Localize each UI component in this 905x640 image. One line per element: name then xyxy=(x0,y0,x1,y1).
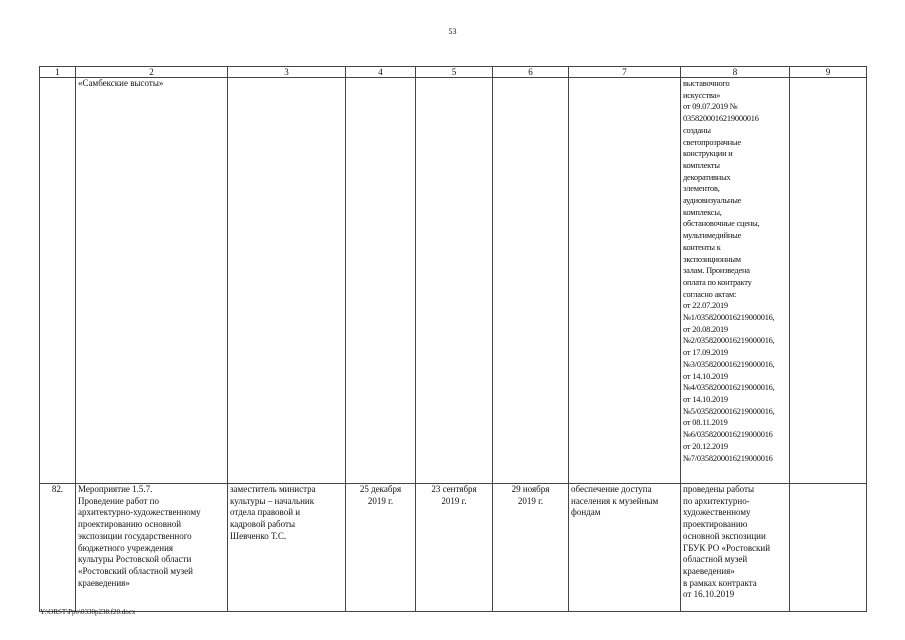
report-table xyxy=(39,66,867,612)
cell-responsible: заместитель министра культуры – начальник отдела правовой и кадровой работы Шевченко Т.С. xyxy=(228,484,346,612)
cell-number: 82. xyxy=(40,484,76,612)
cell-actual-result: проведены работы по архитектурно- художественному проектированию основной экспозиции ГБУК РО «Ростовский областной музей краеведения» в рамках контракта от 16.10.2019 xyxy=(681,484,790,612)
header-cell: 1 xyxy=(40,67,76,78)
table-row xyxy=(40,484,867,612)
cell-start-date: 23 сентября 2019 г. xyxy=(416,484,493,612)
cell-planned-date: 25 декабря 2019 г. xyxy=(346,484,416,612)
cell-event: «Самбекские высоты» xyxy=(76,78,228,484)
header-cell: 7 xyxy=(569,67,681,78)
cell-end-date: 29 ноября 2019 г. xyxy=(493,484,569,612)
header-cell: 9 xyxy=(790,67,867,78)
cell-responsible xyxy=(228,78,346,484)
cell-end-date xyxy=(493,78,569,484)
cell-notes xyxy=(790,78,867,484)
file-path-footer: Y:\ORST\Ppo\0330p238.f20.docx xyxy=(40,608,136,616)
cell-expected-result: обеспечение доступа населения к музейным фондам xyxy=(569,484,681,612)
cell-start-date xyxy=(416,78,493,484)
header-cell: 4 xyxy=(346,67,416,78)
header-row xyxy=(40,67,867,78)
header-cell: 5 xyxy=(416,67,493,78)
header-cell: 8 xyxy=(681,67,790,78)
cell-number xyxy=(40,78,76,484)
header-cell: 6 xyxy=(493,67,569,78)
header-cell: 3 xyxy=(228,67,346,78)
cell-notes xyxy=(790,484,867,612)
cell-planned-date xyxy=(346,78,416,484)
header-cell: 2 xyxy=(76,67,228,78)
page-number: 53 xyxy=(448,27,457,36)
table-row xyxy=(40,78,867,484)
cell-event: Мероприятие 1.5.7. Проведение работ по архитектурно-художественному проектированию основной экспозиции государственного бюджетного учреждения культуры Ростовской области «Ростовский областной музей краеведения» xyxy=(76,484,228,612)
cell-expected-result xyxy=(569,78,681,484)
cell-actual-result: выставочного искусства» от 09.07.2019 № 0358200016219000016 созданы светопрозрачные конструкции и комплекты декоративных элементов, аудиовизуальные комплексы, обстановочные сцены, мультимедийные контенты к экспозиционным залам. Произведена оплата по контракту согласно актам: от 22.07.2019 №1/0358200016219000016, от 20.08.2019 №2/0358200016219000016, от 17.09.2019 №3/0358200016219000016, от 14.10.2019 №4/0358200016219000016, от 14.10.2019 №5/0358200016219000016, от 08.11.2019 №6/0358200016219000016 от 20.12.2019 №7/0358200016219000016 xyxy=(681,78,790,484)
